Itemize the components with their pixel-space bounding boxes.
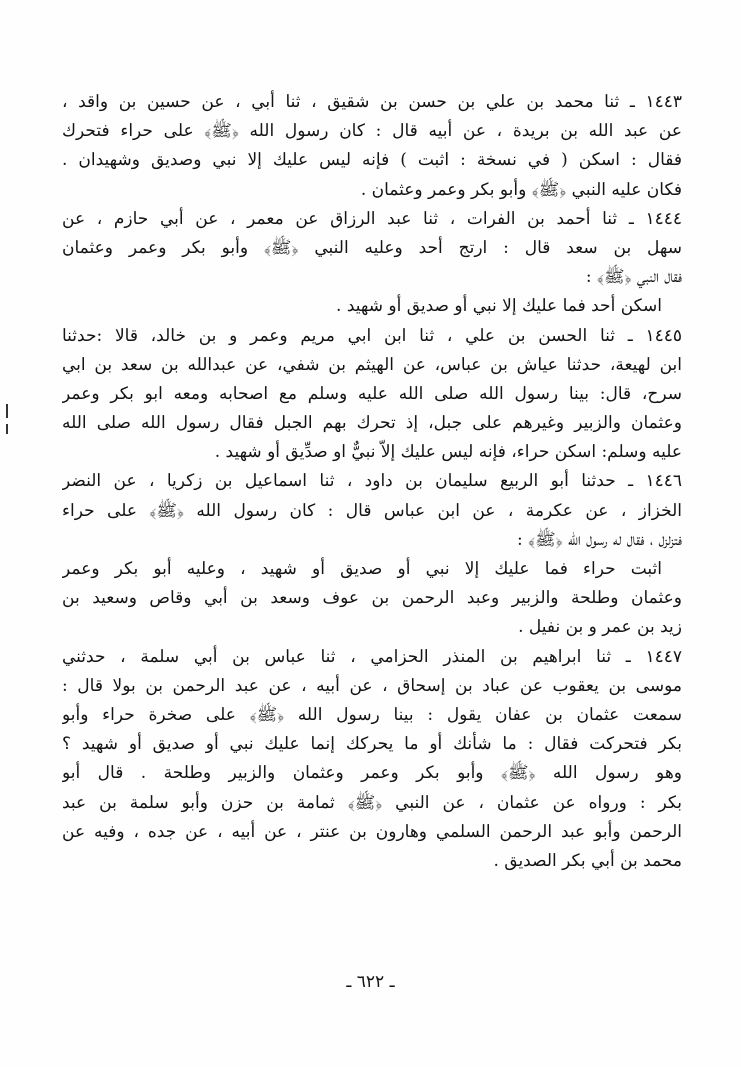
text-line: وعثمان وطلحة والزبير وعبد الرحمن بن عوف وسعد بن أبي وقاص وسعيد بن [62, 588, 682, 609]
text-line: ابن لهيعة، حدثنا عياش بن عباس، عن الهيثم بن شفي، عن عبدالله بن سعد بن ابي [62, 354, 682, 375]
text-line: وهو رسول الله ﴿ﷺ﴾ وأبو بكر وعمر وعثمان والزبير وطلحة . قال أبو [62, 763, 682, 784]
text-line: اثبت حراء فما عليك إلا نبي أو صديق أو شهيد ، وعليه أبو بكر وعمر [62, 559, 662, 579]
text-line: الخزاز ، عن عكرمة ، عن ابن عباس قال : كان رسول الله ﴿ﷺ﴾ على حراء [62, 500, 682, 521]
text-line: فكان عليه النبي ﴿ﷺ﴾ وأبو بكر وعمر وعثمان . [360, 179, 682, 200]
text-line: موسى بن يعقوب عن عباد بن إسحاق ، عن أبيه ، عن عبد الرحمن بن بولا قال : [62, 675, 682, 696]
text-line: محمد بن أبي بكر الصديق . [493, 850, 682, 871]
text-line: بكر : ورواه عن عثمان ، عن النبي ﴿ﷺ﴾ ثمامة بن حزن وأبو سلمة بن عبد [62, 792, 682, 813]
text-line: بكر فتحركت فقال : ما شأنك أو ما يحركك إنما عليك نبي أو صديق أو شهيد ؟ [62, 734, 682, 755]
text-line: فتزلزل ، فقال له رسول الله ﴿ﷺ﴾ : [516, 529, 682, 550]
margin-mark [6, 424, 8, 434]
text-line: ١٤٤٣ ـ ثنا محمد بن علي بن حسن بن شقيق ، ثنا أبي ، عن حسين بن واقد ، [62, 92, 682, 112]
margin-mark [6, 404, 8, 418]
text-line: عليه وسلم: اسكن حراء، فإنه ليس عليك إلاّ نبيٌّ او صدِّيق أو شهيد . [214, 442, 682, 463]
text-line: ١٤٤٦ ـ حدثنا أبو الربيع سليمان بن داود ، ثنا اسماعيل بن زكريا ، عن النضر [62, 471, 682, 492]
text-line: وعثمان والزبير وغيرهم على جبل، إذ تحرك بهم الجبل فقال رسول الله صلى الله [62, 413, 682, 434]
text-line: سرح، قال: بينا رسول الله صلى الله عليه وسلم مع اصحابه ومعه ابو بكر وعمر [62, 383, 682, 404]
text-line: ١٤٤٤ ـ ثنا أحمد بن الفرات ، ثنا عبد الرزاق عن معمر ، عن أبي حازم ، عن [62, 208, 682, 229]
text-line: سهل بن سعد قال : ارتج أحد وعليه النبي ﴿ﷺ﴾ وأبو بكر وعمر وعثمان [62, 237, 682, 258]
text-line: زيد بن عمر و بن نفيل . [518, 617, 682, 638]
page-number: ـ ٦٢٢ ـ [346, 972, 395, 992]
hadith-text-block [62, 88, 682, 876]
text-line: ١٤٤٥ ـ ثنا الحسن بن علي ، ثنا ابن ابي مريم وعمر و بن خالد، قالا :حدثنا [62, 325, 682, 346]
text-line: فقال النبي ﴿ﷺ﴾ : [585, 267, 682, 288]
text-line: الرحمن وأبو عبد الرحمن السلمي وهارون بن عنتر ، عن أبيه ، عن جده ، وفيه عن [62, 821, 682, 842]
text-line: فقال : اسكن ( في نسخة : اثبت ) فإنه ليس عليك إلا نبي وصديق وشهيدان . [62, 150, 682, 171]
text-line: ١٤٤٧ ـ ثنا ابراهيم بن المنذر الحزامي ، ثنا عباس بن أبي سلمة ، حدثني [62, 646, 682, 667]
text-line: سمعت عثمان بن عفان يقول : بينا رسول الله ﴿ﷺ﴾ على صخرة حراء وأبو [62, 704, 682, 725]
text-line: اسكن أحد فما عليك إلا نبي أو صديق أو شهيد . [336, 296, 662, 317]
text-line: عن عبد الله بن بريدة ، عن أبيه قال : كان رسول الله ﴿ﷺ﴾ على حراء فتحرك [62, 121, 682, 142]
